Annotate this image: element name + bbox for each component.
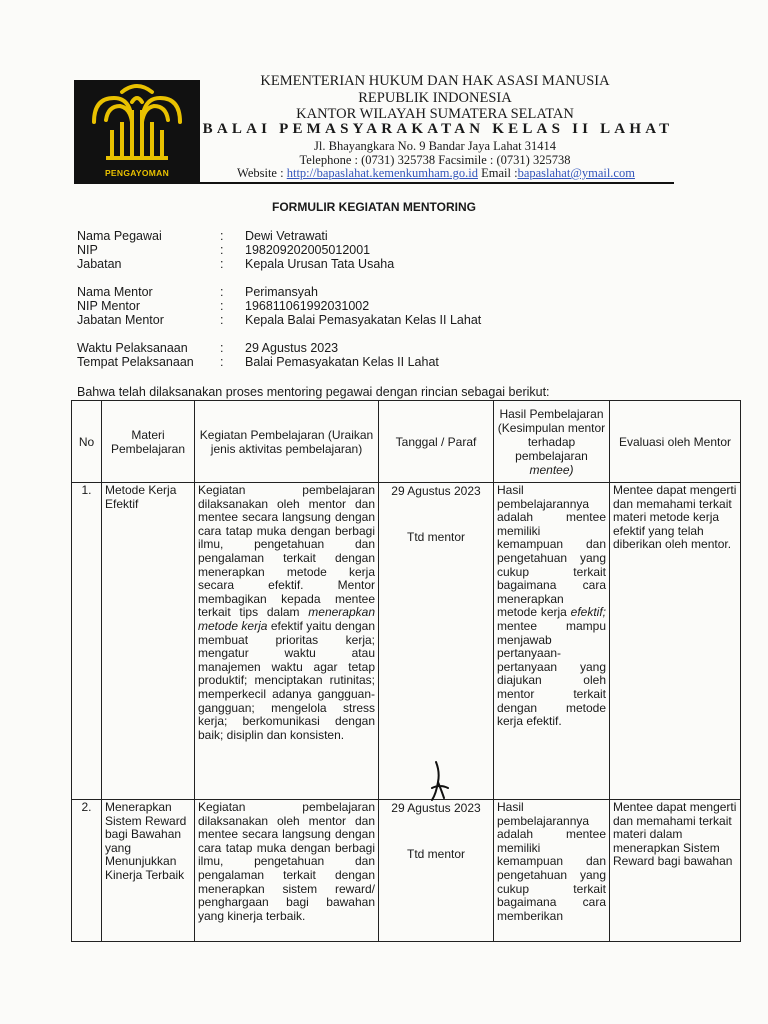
info-label: Waktu Pelaksanaan <box>77 341 188 355</box>
header-materi: Materi Pembelajaran <box>102 401 195 483</box>
header-no: No <box>72 401 102 483</box>
row-hasil <box>494 483 610 800</box>
row-hasil: Hasil pembelajarannya adalah mentee memiliki kemampuan dan pengetahuan yang cukup terkait bagaimana cara memberikan <box>494 800 610 942</box>
website-label: Website : <box>237 166 287 180</box>
header-tanggal: Tanggal / Paraf <box>379 401 494 483</box>
info-value: Kepala Balai Pemasyakatan Kelas II Lahat <box>245 313 482 327</box>
info-colon: : <box>220 243 224 257</box>
info-colon: : <box>220 355 224 369</box>
header-hasil-text: Hasil Pembelajaran (Kesimpulan mentor terhadap pembelajaran <box>497 406 606 463</box>
info-value: 29 Agustus 2023 <box>245 341 339 355</box>
info-value: Kepala Urusan Tata Usaha <box>245 257 395 271</box>
office-phone: Telephone : (0731) 325738 Facsimile : (0731) 325738 <box>299 153 571 167</box>
hasil-italic: efektif; <box>570 605 606 620</box>
info-colon: : <box>220 299 224 313</box>
hasil-text: Hasil pembelajarannya adalah mentee memiliki kemampuan dan pengetahuan yang cukup terkait bagaimana cara menerapkan metode kerja <box>497 483 606 620</box>
office-name: BALAI PEMASYARAKATAN KELAS II LAHAT <box>202 121 674 137</box>
row-evaluasi: Mentee dapat mengerti dan memahami terkait materi metode kerja efektif yang telah diberikan oleh mentor. <box>610 483 741 800</box>
table-header-row <box>72 401 741 483</box>
row-no: 1. <box>72 483 102 800</box>
email-link[interactable]: bapaslahat@ymail.com <box>517 166 635 180</box>
info-value: Dewi Vetrawati <box>245 229 328 243</box>
info-value: Balai Pemasyakatan Kelas II Lahat <box>245 355 439 369</box>
header-hasil <box>494 401 610 483</box>
info-value: 196811061992031002 <box>245 299 370 313</box>
republic-name: REPUBLIK INDONESIA <box>358 90 512 106</box>
table-row <box>72 800 741 942</box>
office-address: Jl. Bhayangkara No. 9 Bandar Jaya Lahat 31414 <box>314 139 556 153</box>
letterhead-rule <box>74 182 674 184</box>
info-label: Jabatan Mentor <box>77 313 164 327</box>
info-value: 198209202005012001 <box>245 243 371 257</box>
info-label: Nama Pegawai <box>77 229 162 243</box>
table-row <box>72 483 741 800</box>
info-label: NIP <box>77 243 98 257</box>
form-title: FORMULIR KEGIATAN MENTORING <box>272 200 476 214</box>
office-contact <box>196 166 676 181</box>
email-label: Email : <box>478 166 518 180</box>
intro-text: Bahwa telah dilaksanakan proses mentoring pegawai dengan rincian sebagai berikut: <box>77 385 550 399</box>
row-materi: Menerapkan Sistem Reward bagi Bawahan yang Menunjukkan Kinerja Terbaik <box>102 800 195 942</box>
row-tanggal <box>379 483 494 800</box>
mentor-signature <box>422 758 456 804</box>
info-colon: : <box>220 341 224 355</box>
kegiatan-text: Kegiatan pembelajaran dilaksanakan oleh mentor dan mentee secara langsung dengan cara tatap muka dengan berbagi ilmu, pengetahuan dan pengalaman terkait dengan menerapkan metode kerja secara efektif. Mentor membagikan kepada mentee terkait tips dalam <box>198 483 375 620</box>
row-tanggal <box>379 800 494 942</box>
row-evaluasi: Mentee dapat mengerti dan memahami terkait materi dalam menerapkan Sistem Reward bagi bawahan <box>610 800 741 942</box>
pengayoman-tree-icon <box>74 80 200 182</box>
info-colon: : <box>220 285 224 299</box>
info-colon: : <box>220 257 224 271</box>
info-label: NIP Mentor <box>77 299 140 313</box>
info-label: Tempat Pelaksanaan <box>77 355 194 369</box>
row-kegiatan: Kegiatan pembelajaran dilaksanakan oleh mentor dan mentee secara langsung dengan cara tatap muka dengan berbagi ilmu, pengetahuan dan pengalaman terkait dengan menerapkan sistem reward/ penghargaan bagi bawahan yang kinerja terbaik. <box>195 800 379 942</box>
mentoring-table <box>71 400 741 942</box>
info-label: Jabatan <box>77 257 122 271</box>
row-date: 29 Agustus 2023 <box>391 801 481 815</box>
website-link[interactable]: http://bapaslahat.kemenkumham.go.id <box>286 166 478 180</box>
info-colon: : <box>220 229 224 243</box>
regional-office: KANTOR WILAYAH SUMATERA SELATAN <box>296 106 574 122</box>
info-label: Nama Mentor <box>77 285 153 299</box>
pengayoman-logo <box>74 80 200 182</box>
row-kegiatan <box>195 483 379 800</box>
hasil-rest: mentee mampu menjawab pertanyaan-pertanyaan yang diajukan oleh mentor terkait dengan metode kerja efektif. <box>497 618 606 729</box>
info-value: Perimansyah <box>245 285 318 299</box>
row-paraf: Ttd mentor <box>406 530 466 544</box>
kegiatan-italic: menerapkan metode kerja <box>198 605 375 633</box>
header-kegiatan: Kegiatan Pembelajaran (Uraikan jenis aktivitas pembelajaran) <box>195 401 379 483</box>
info-colon: : <box>220 313 224 327</box>
row-materi: Metode Kerja Efektif <box>102 483 195 800</box>
header-hasil-italic: mentee) <box>529 462 574 477</box>
row-date: 29 Agustus 2023 <box>391 484 481 498</box>
header-evaluasi: Evaluasi oleh Mentor <box>610 401 741 483</box>
row-no: 2. <box>72 800 102 942</box>
row-paraf: Ttd mentor <box>406 847 466 861</box>
logo-caption: PENGAYOMAN <box>104 168 170 178</box>
ministry-name: KEMENTERIAN HUKUM DAN HAK ASASI MANUSIA <box>260 73 610 89</box>
kegiatan-rest: efektif yaitu dengan membuat prioritas kerja; mengatur waktu atau manajemen waktu agar tetap produktif; menciptakan rutinitas; memperkecil adanya gangguan-gangguan; mengelola stress kerja; berkomunikasi dengan baik; disiplin dan konsisten. <box>198 618 375 742</box>
